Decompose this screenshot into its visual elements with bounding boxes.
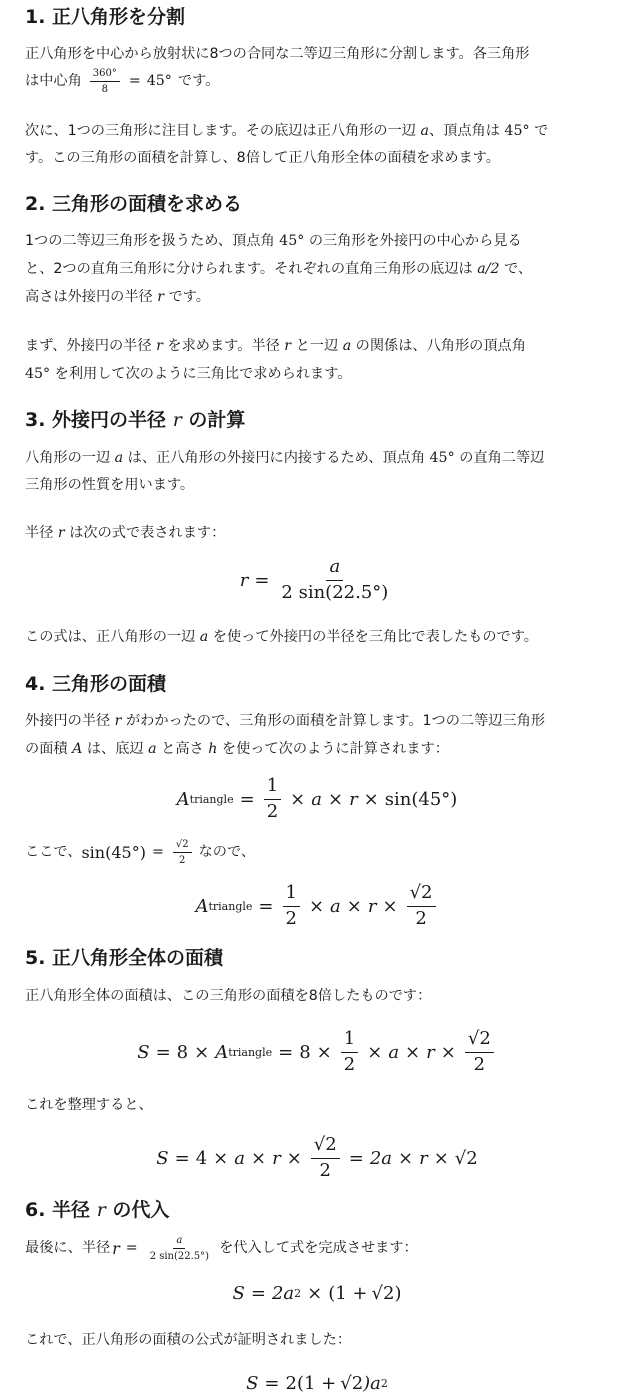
equation-triangle-area: A triangle = $\frac{1}{2}$ × a × r × sin(45°) [176, 774, 458, 822]
section-6-line-1: 最後に、半径 r = $\frac{a}{2 \sin(22.5^\circ)}$ を代入して式を完成させます： [25, 1234, 418, 1262]
section-6-line-2: これで、正八角形の面積の公式が証明されました： [25, 1332, 352, 1348]
equation-substituted: S = 2a 2 × (1 + √2 ) [232, 1282, 402, 1304]
section-3-line-4: この式は、正八角形の一辺 a を使って外接円の半径を三角比で表したものです。 [25, 629, 538, 645]
equation-total-area-simplified: S = 4 × a × r × $\frac{√2}{2}$ = 2a × r × √2 [156, 1133, 478, 1181]
equation-final-formula: S = 2(1 + √2 )a 2 [246, 1372, 388, 1394]
section-3-line-2: 三角形の性質を用います。 [25, 477, 195, 493]
section-5-line-2: これを整理すると、 [25, 1097, 153, 1113]
section-3-line-1: 八角形の一辺 a は、正八角形の外接円に内接するため、頂点角 45° の直角二等辺 [25, 450, 545, 466]
section-5-title: 5. 正八角形全体の面積 [25, 947, 224, 969]
section-2-line-3: 高さは外接円の半径 r です。 [25, 289, 210, 305]
section-4-title: 4. 三角形の面積 [25, 673, 167, 695]
section-2-line-1: 1つの二等辺三角形を扱うため、頂点角 45° の三角形を外接円の中心から見る [25, 233, 522, 249]
section-1-title: 1. 正八角形を分割 [25, 6, 186, 28]
equation-total-area: S = 8 × A triangle = 8 × $\frac{1}{2}$ × a × r × $\frac{√2}{2}$ [0, 1024, 634, 1080]
section-2-line-5: 45° を利用して次のように三角比で求められます。 [25, 366, 352, 382]
section-1-line-4: す。この三角形の面積を計算し、8倍して正八角形全体の面積を求めます。 [25, 150, 500, 166]
central-angle-fraction: $\frac{360^\circ}{8}$ [90, 68, 120, 96]
section-4-line-1: 外接円の半径 r がわかったので、三角形の面積を計算します。1つの二等辺三角形 [25, 713, 546, 729]
section-3-title: 3. 外接円の半径 r の計算 [25, 409, 246, 431]
section-1-line-2: は中心角 $\frac{360^\circ}{8}$ = 45° です。 [25, 67, 220, 95]
section-2-line-2: と、2つの直角三角形に分けられます。それぞれの直角三角形の底辺は a/2 で、 [25, 261, 533, 277]
section-1-line-3: 次に、1つの三角形に注目します。その底辺は正八角形の一辺 a、頂点角は 45° で [25, 123, 549, 139]
section-4-line-3: ここで、 sin(45°) = $\frac{√2}{2}$ なので、 [25, 838, 256, 866]
section-2-title: 2. 三角形の面積を求める [25, 193, 243, 215]
section-6-title: 6. 半径 r の代入 [25, 1199, 170, 1221]
section-1-line-1: 正八角形を中心から放射状に8つの合同な二等辺三角形に分割します。各三角形 [25, 46, 530, 62]
equation-radius: r = $\frac{a}{2 \sin(22.5^\circ)}$ [0, 555, 634, 605]
radius-fraction: $\frac{a}{2 \sin(22.5^\circ)}$ [281, 555, 389, 603]
section-4-line-2: の面積 A は、底辺 a と高さ h を使って次のように計算されます： [25, 741, 449, 757]
equation-triangle-area-substituted: A triangle = $\frac{1}{2}$ × a × r × $\frac{√2}{2}$ [0, 878, 634, 934]
section-3-line-3: 半径 r は次の式で表されます： [25, 525, 226, 541]
section-2-line-4: まず、外接円の半径 r を求めます。半径 r と一辺 a の関係は、八角形の頂点角 [25, 338, 526, 354]
section-5-line-1: 正八角形全体の面積は、この三角形の面積を8倍したものです： [25, 988, 432, 1004]
